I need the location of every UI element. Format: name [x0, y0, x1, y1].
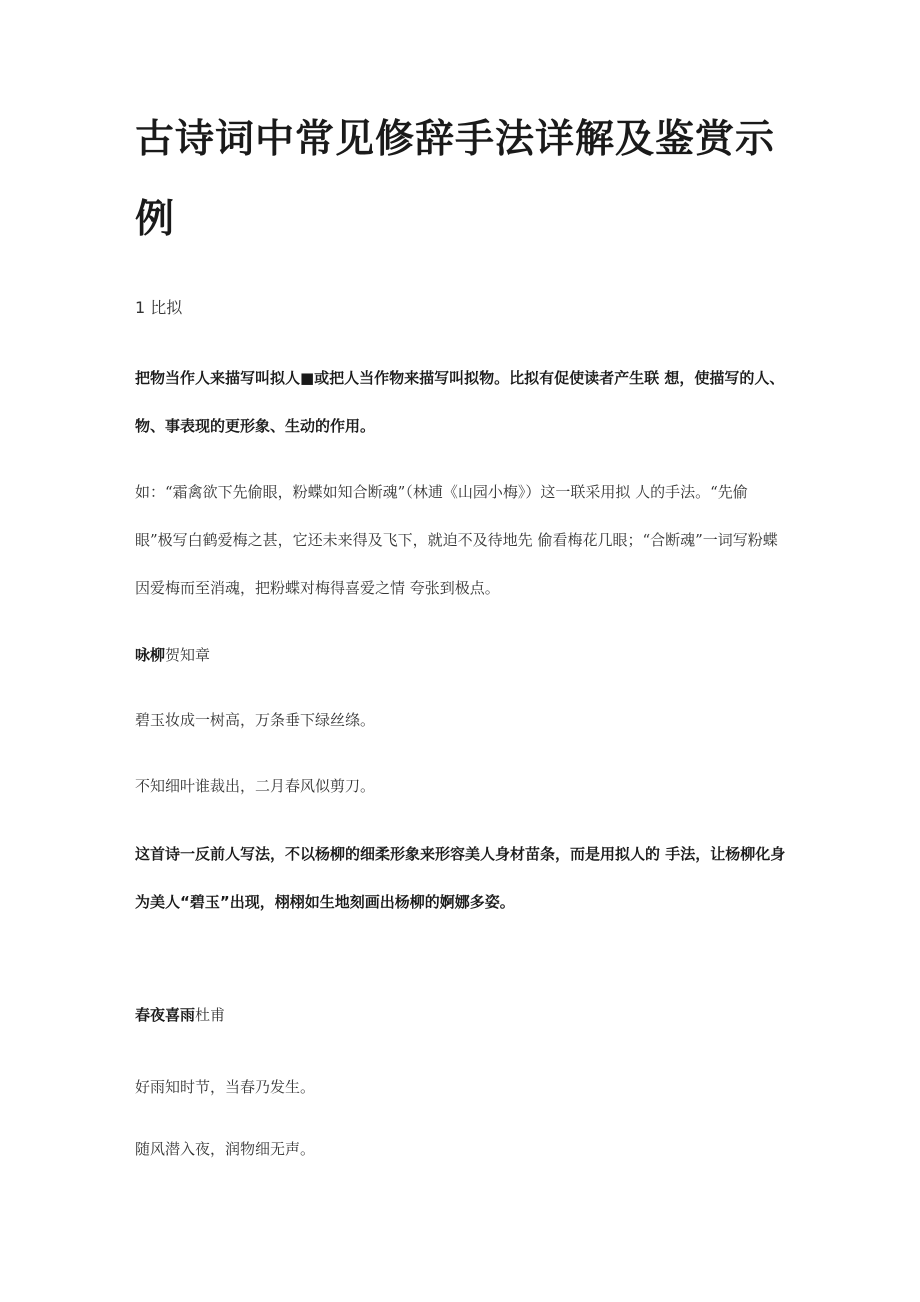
document-title: 古诗词中常见修辞手法详解及鉴赏示例: [135, 117, 776, 242]
poem-line: 好雨知时节，当春乃发生。: [135, 1078, 316, 1096]
section-heading: 1 比拟: [135, 298, 183, 317]
poem-line: 不知细叶谁裁出，二月春风似剪刀。: [135, 777, 376, 795]
definition-paragraph: 把物当作人来描写叫拟人■或把人当作物来描写叫拟物。比拟有促使读者产生联 想，使描写的人、物、事表现的更形象、生动的作用。: [135, 369, 785, 435]
poem-heading: [135, 1003, 225, 1028]
poem-title: 春夜喜雨: [135, 1006, 196, 1024]
poem-author: 杜甫: [195, 1006, 226, 1024]
poem-line: 随风潜入夜，润物细无声。: [135, 1140, 316, 1158]
poem-author: 贺知章: [165, 646, 211, 664]
poem-heading: [135, 643, 210, 668]
analysis-paragraph: 这首诗一反前人写法，不以杨柳的细柔形象来形容美人身材苗条，而是用拟人的 手法，让杨柳化身为美人“碧玉”出现，栩栩如生地刻画出杨柳的婀娜多姿。: [135, 845, 786, 911]
poem-title: 咏柳: [135, 646, 166, 664]
poem-line: 碧玉妆成一树高，万条垂下绿丝绦。: [135, 711, 376, 729]
example-paragraph: 如：“霜禽欲下先偷眼，粉蝶如知合断魂”（林逋《山园小梅》）这一联采用拟 人的手法。“先偷眼”极写白鹤爱梅之甚，它还未来得及飞下，就迫不及待地先 偷看梅花几眼；“合断魂”一词写粉蝶因爱梅而至消魂，把粉蝶对梅得喜爱之情 夸张到极点。: [135, 483, 778, 597]
